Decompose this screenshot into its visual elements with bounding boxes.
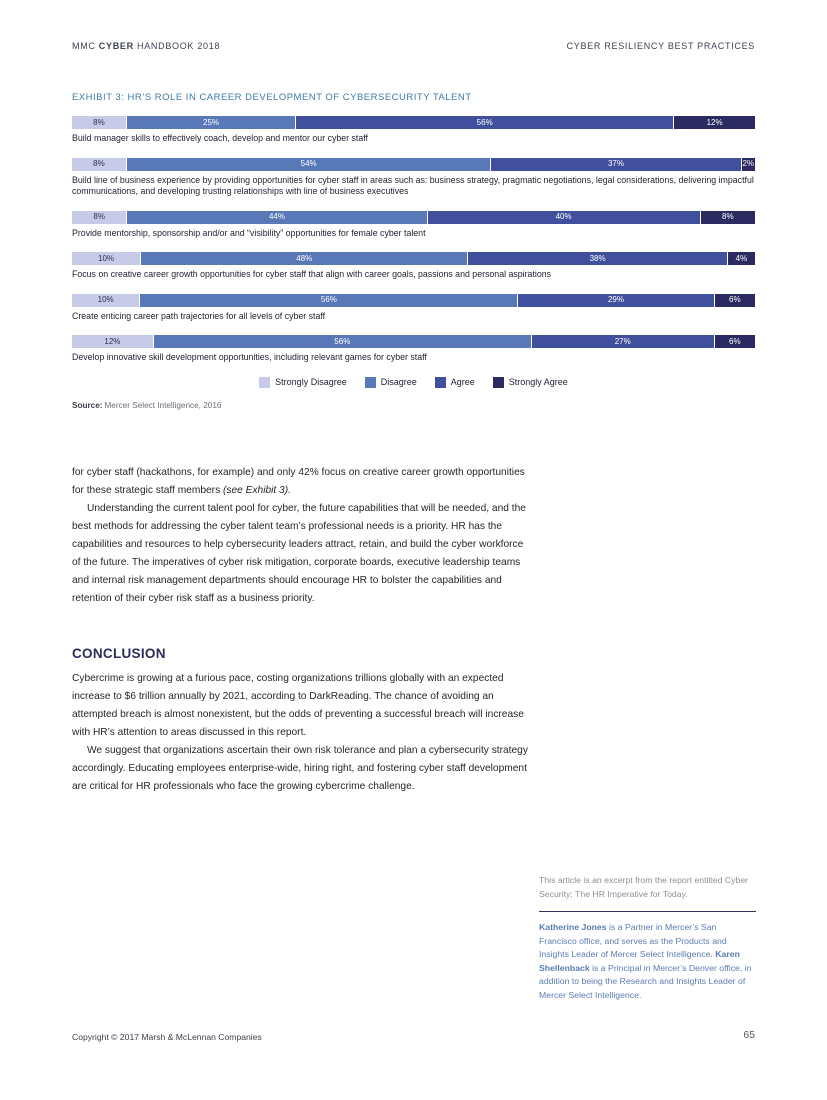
bar-segment-agree — [428, 211, 700, 224]
bar-value-label: 12% — [104, 336, 121, 346]
bar-caption: Build line of business experience by providing opportunities for cyber staff in areas such as: business strategy, pragmatic negotiations, legal considerations, delivering impactful communications, and developing trusting relationships with line of business executives — [72, 174, 754, 196]
header-left-suffix: HANDBOOK 2018 — [137, 41, 221, 51]
header-left-bold: CYBER — [98, 41, 134, 51]
article-conclusion — [72, 645, 530, 796]
bar-segment-strongly-agree — [715, 335, 755, 348]
bar-row — [72, 294, 755, 323]
paragraph: We suggest that organizations ascertain their own risk tolerance and plan a cybersecurity strategy accordingly. Educating employees enterprise-wide, hiring right, and fostering cyber staff development are critical for HR professionals who face the growing cybercrime challenge. — [72, 745, 528, 792]
legend-item — [493, 377, 568, 388]
bar-row — [72, 252, 755, 281]
conclusion-heading: CONCLUSION — [72, 646, 166, 661]
bar-value-label: 10% — [97, 253, 115, 263]
bar-value-label: 25% — [203, 117, 220, 127]
bar-value-label: 6% — [729, 336, 741, 346]
sidebar — [539, 874, 756, 1002]
bar-value-label: 29% — [607, 295, 624, 304]
bar-row — [72, 211, 755, 240]
bar-segment-strongly-disagree — [72, 211, 126, 224]
legend-swatch — [259, 377, 270, 388]
bar-segment-strongly-disagree — [72, 335, 153, 348]
bar-value-label: 40% — [555, 212, 572, 221]
bar-value-label: 8% — [93, 159, 105, 168]
bar-segment-disagree — [140, 294, 517, 307]
stacked-bar — [72, 158, 755, 171]
author-name: Katherine Jones — [539, 922, 607, 932]
stacked-bar-chart — [72, 116, 755, 364]
bar-value-label: 48% — [296, 253, 313, 263]
bar-segment-agree — [296, 116, 673, 129]
stacked-bar — [72, 211, 755, 224]
bar-segment-strongly-agree — [701, 211, 755, 224]
author-bio-text: is a Principal in Mercer’s Denver office, in addition to being the Research and Insights Leader of Mercer Select Intelligence. — [539, 962, 752, 1000]
bar-segment-strongly-disagree — [72, 158, 126, 171]
paragraph: Understanding the current talent pool for cyber, the future capabilities that will be needed, and the best methods for addressing the cyber talent team’s professional needs is a priority. HR has the capabilities and resources to help cybersecurity leaders attract, retain, and build the cyber workforce of the future. The imperatives of cyber risk mitigation, corporate boards, executive leadership teams and internal risk management departments should encourage HR to bolster the capabilities and retention of their cyber risk staff as a business priority. — [72, 503, 526, 604]
legend-label: Strongly Agree — [508, 377, 568, 387]
bar-segment-disagree — [127, 158, 491, 171]
bar-segment-strongly-disagree — [72, 116, 126, 129]
bar-caption: Focus on creative career growth opportunities for cyber staff that align with career goals, passions and personal aspirations — [72, 269, 552, 279]
bar-caption: Create enticing career path trajectories for all levels of cyber staff — [72, 310, 326, 321]
bar-segment-strongly-agree — [742, 158, 755, 171]
legend-item — [435, 377, 475, 388]
bar-segment-agree — [532, 335, 714, 348]
legend-label: Strongly Disagree — [275, 377, 347, 387]
bar-segment-agree — [518, 294, 713, 307]
exhibit-title: EXHIBIT 3: HR’S ROLE IN CAREER DEVELOPMENT OF CYBERSECURITY TALENT — [72, 92, 472, 103]
bar-value-label: 8% — [93, 212, 105, 221]
bar-segment-agree — [491, 158, 740, 171]
header-left — [72, 41, 220, 51]
bar-segment-disagree — [127, 116, 295, 129]
author-bio-text: is a Partner in Mercer’s San Francisco office, and serves as the Products and Insights Leader of Mercer Select Intelligence. — [539, 922, 727, 959]
bar-caption: Develop innovative skill development opportunities, including relevant games for cyber staff — [72, 352, 427, 362]
source-text: Mercer Select Intelligence, 2016 — [104, 400, 222, 410]
bar-value-label: 6% — [729, 295, 741, 304]
bar-segment-strongly-disagree — [72, 252, 140, 265]
stacked-bar — [72, 294, 755, 307]
author-bio — [539, 921, 756, 1002]
paragraph-italic: (see Exhibit 3). — [223, 485, 291, 496]
bar-segment-strongly-agree — [728, 252, 755, 265]
exhibit-chart — [72, 116, 755, 410]
paragraph: Cybercrime is growing at a furious pace, costing organizations trillions globally with an expected increase to $6 trillion annually by 2021, according to DarkReading. The chance of avoiding an attempted breach is almost nonexistent, but the odds of preventing a successful breach will increase with HR’s attention to areas discussed in this report. — [72, 673, 524, 738]
legend-swatch — [493, 377, 504, 388]
bar-value-label: 8% — [93, 117, 105, 127]
author-name: Karen Shellenback — [539, 949, 740, 973]
bar-value-label: 56% — [476, 117, 493, 127]
bar-row — [72, 116, 755, 145]
bar-segment-disagree — [141, 252, 467, 265]
bar-value-label: 44% — [268, 212, 286, 221]
bar-value-label: 27% — [614, 336, 631, 346]
legend-swatch — [365, 377, 376, 388]
excerpt-note: This article is an excerpt from the report entitled Cyber Security: The HR Imperative for Today. — [539, 875, 749, 899]
stacked-bar — [72, 252, 755, 265]
bar-value-label: 56% — [334, 336, 351, 346]
chart-legend — [72, 377, 755, 388]
bar-value-label: 10% — [97, 295, 114, 304]
header-left-prefix: MMC — [72, 41, 96, 51]
legend-item — [259, 377, 347, 388]
bar-segment-disagree — [127, 211, 426, 224]
legend-swatch — [435, 377, 446, 388]
bar-value-label: 8% — [722, 212, 734, 221]
bar-segment-agree — [468, 252, 726, 265]
bar-value-label: 38% — [589, 253, 606, 263]
bar-value-label: 56% — [320, 295, 337, 304]
source-label: Source: — [72, 400, 103, 410]
page-header — [72, 41, 755, 51]
bar-row — [72, 335, 755, 364]
header-right: CYBER RESILIENCY BEST PRACTICES — [566, 41, 755, 51]
bar-caption: Provide mentorship, sponsorship and/or and “visibility” opportunities for female cyber talent — [72, 227, 426, 238]
stacked-bar — [72, 116, 755, 129]
bar-caption: Build manager skills to effectively coach, develop and mentor our cyber staff — [72, 133, 368, 143]
legend-label: Agree — [450, 377, 475, 387]
paragraph-text: for cyber staff (hackathons, for example) and only 42% focus on creative career growth opportunities for these strategic staff members — [72, 467, 525, 496]
chart-source — [72, 401, 755, 410]
bar-value-label: 12% — [706, 117, 723, 127]
article-body-top — [72, 464, 530, 608]
sidebar-divider — [539, 911, 756, 912]
bar-value-label: 2% — [742, 159, 755, 168]
stacked-bar — [72, 335, 755, 348]
bar-segment-strongly-disagree — [72, 294, 139, 307]
bar-value-label: 4% — [735, 253, 748, 263]
paragraph — [72, 464, 530, 500]
bar-segment-strongly-agree — [674, 116, 755, 129]
bar-segment-disagree — [154, 335, 531, 348]
bar-value-label: 37% — [607, 159, 624, 168]
bar-segment-strongly-agree — [715, 294, 755, 307]
legend-item — [365, 377, 417, 388]
legend-label: Disagree — [380, 377, 417, 387]
page-number: 65 — [743, 1029, 755, 1041]
bar-value-label: 54% — [300, 159, 317, 168]
bar-row — [72, 158, 755, 198]
copyright: Copyright © 2017 Marsh & McLennan Companies — [72, 1032, 262, 1042]
